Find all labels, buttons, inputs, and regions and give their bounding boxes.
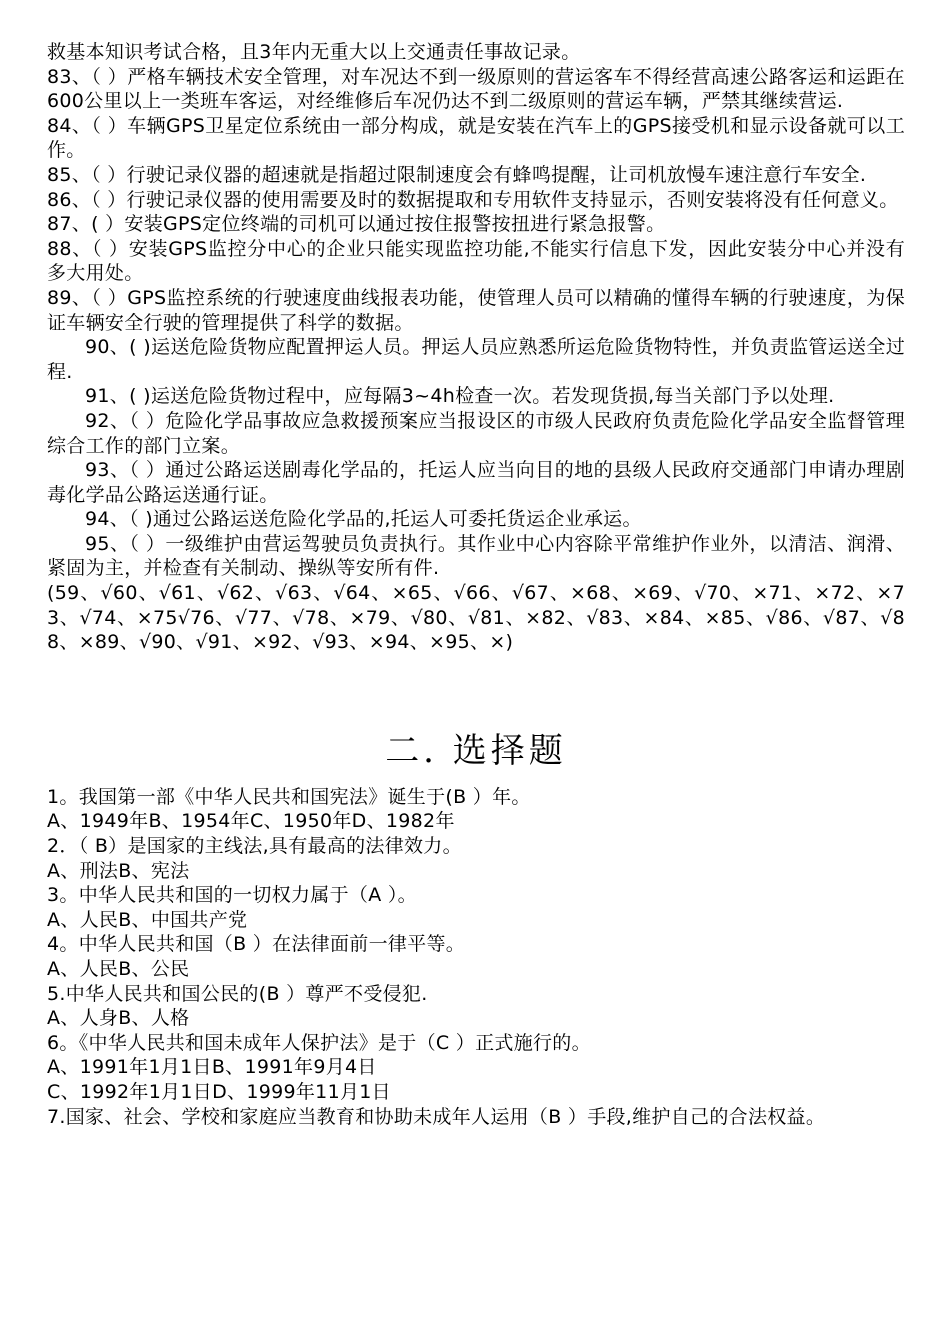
judgment-question: 90、( )运送危险货物应配置押运人员。押运人员应熟悉所运危险货物特性，并负责监管运送全过程. xyxy=(47,336,905,383)
choice-question-line: 5.中华人民共和国公民的(B ）尊严不受侵犯. xyxy=(47,982,428,1005)
judgment-question: 85、（ ）行驶记录仪器的超速就是指超过限制速度会有蜂鸣提醒，让司机放慢车速注意行车安全. xyxy=(47,163,867,186)
judgment-question: 93、（ ）通过公路运送剧毒化学品的，托运人应当向目的地的县级人民政府交通部门申请办理剧毒化学品公路运送通行证。 xyxy=(47,459,905,506)
choice-question-line: 3。中华人民共和国的一切权力属于（A ）。 xyxy=(47,884,417,907)
choice-question-line: A、人身B、人格 xyxy=(47,1007,190,1030)
choice-question-line: 6。《中华人民共和国未成年人保护法》是于（C ）正式施行的。 xyxy=(47,1031,591,1054)
document-page xyxy=(47,40,905,1129)
choice-question-line: A、1949年B、1954年C、1950年D、1982年 xyxy=(47,810,455,833)
judgment-question: 91、( )运送危险货物过程中，应每隔3~4h检查一次。若发现货损,每当关部门予以处理. xyxy=(85,385,835,408)
judgment-question: 92、（ ）危险化学品事故应急救援预案应当报设区的市级人民政府负责危险化学品安全监督管理综合工作的部门立案。 xyxy=(47,409,905,457)
choice-question-line: A、1991年1月1日B、1991年9月4日 xyxy=(47,1056,377,1079)
choice-question-line: 1。我国第一部《中华人民共和国宪法》诞生于(B ）年。 xyxy=(47,785,531,808)
choice-question-line: 7.国家、社会、学校和家庭应当教育和协助未成年人运用（B ）手段,维护自己的合法权益。 xyxy=(47,1105,826,1128)
judgment-question: 87、( ）安装GPS定位终端的司机可以通过按住报警按扭进行紧急报警。 xyxy=(47,213,666,236)
choice-question-line: 2．（ B）是国家的主线法,具有最高的法律效力。 xyxy=(47,835,462,858)
choice-question-line: A、人民B、中国共产党 xyxy=(47,908,248,931)
judgment-question: 83、（ ）严格车辆技术安全管理，对车况达不到一级原则的营运客车不得经营高速公路客运和运距在600公里以上一类班车客运，对经维修后车况仍达不到二级原则的营运车辆，严禁其继续营运. xyxy=(47,65,905,113)
section-title: 二. 选择题 xyxy=(385,730,567,771)
choice-question-line: A、人民B、公民 xyxy=(47,958,190,980)
answer-key: (59、√60、√61、√62、√63、√64、×65、√66、√67、×68、×69、√70、×71、×72、×73、√74、×75√76、√77、√78、×79、√80、√81、×82、√83、×84、×85、√86、√87、√88、×89、√90、√91、×92、√93、×94、×95、×) xyxy=(47,582,905,654)
judgment-question: 95、（ ）一级维护由营运驾驶员负责执行。其作业中心内容除平常维护作业外，以清洁、润滑、紧固为主，并检查有关制动、操纵等安所有件. xyxy=(47,532,905,580)
judgment-question: 88、（ ）安装GPS监控分中心的企业只能实现监控功能,不能实行信息下发，因此安装分中心并没有多大用处。 xyxy=(47,237,905,285)
judgment-question: 86、（ ）行驶记录仪器的使用需要及时的数据提取和专用软件支持显示，否则安装将没有任何意义。 xyxy=(47,188,899,211)
judgment-question: 84、（ ）车辆GPS卫星定位系统由一部分构成，就是安装在汽车上的GPS接受机和显示设备就可以工作。 xyxy=(47,114,905,162)
judgment-question: 94、（ )通过公路运送危险化学品的,托运人可委托货运企业承运。 xyxy=(85,508,642,531)
choice-question-line: A、刑法B、宪法 xyxy=(47,859,190,882)
judgment-question-list xyxy=(47,40,905,581)
judgment-question: 89、（ ）GPS监控系统的行驶速度曲线报表功能，使管理人员可以精确的懂得车辆的行驶速度，为保证车辆安全行驶的管理提供了科学的数据。 xyxy=(47,286,905,334)
choice-question-line: C、1992年1月1日D、1999年11月1日 xyxy=(47,1080,391,1103)
choice-question-line: 4。中华人民共和国（B ）在法律面前一律平等。 xyxy=(47,933,466,956)
choice-question-list xyxy=(47,785,905,1129)
judgment-question: 救基本知识考试合格，且3年内无重大以上交通责任事故记录。 xyxy=(47,41,581,63)
